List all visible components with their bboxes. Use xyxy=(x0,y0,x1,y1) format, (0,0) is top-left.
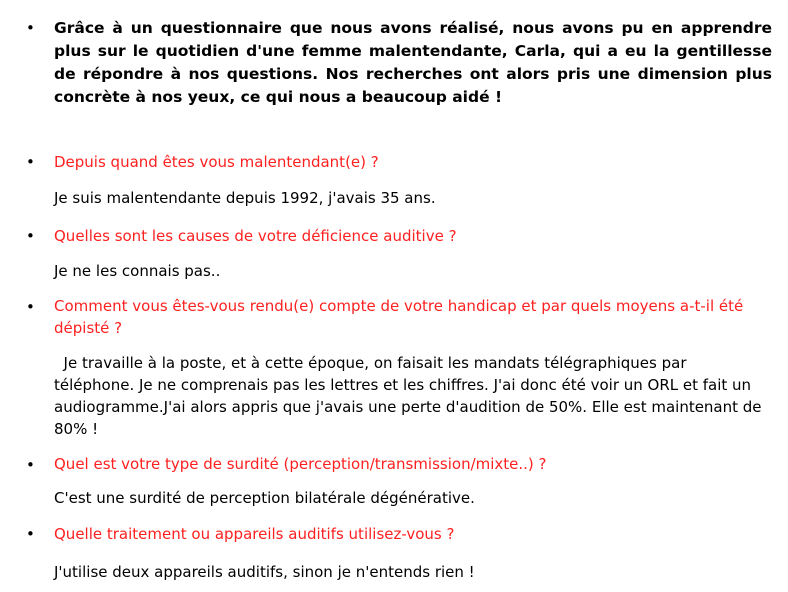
question-bullet: • xyxy=(26,227,35,245)
answer-1: Je suis malentendante depuis 1992, j'avais 35 ans. xyxy=(54,189,436,207)
answer-3: Je travaille à la poste, et à cette époque, on faisait les mandats télégraphiques par téléphone. Je ne comprenais pas les lettres et les chiffres. J'ai donc été voir un ORL et fait un audiogramme.J'ai alors appris que j'avais une perte d'audition de 50%. Elle est maintenant de 80% ! xyxy=(54,354,767,438)
intro-bullet: • xyxy=(26,19,35,37)
question-bullet: • xyxy=(26,456,35,474)
question-2: Quelles sont les causes de votre déficience auditive ? xyxy=(54,227,457,245)
question-bullet: • xyxy=(26,525,35,543)
answer-5: J'utilise deux appareils auditifs, sinon je n'entends rien ! xyxy=(54,563,475,581)
question-4: Quel est votre type de surdité (perception/transmission/mixte..) ? xyxy=(54,455,547,473)
answer-2: Je ne les connais pas.. xyxy=(54,262,221,280)
question-3: Comment vous êtes-vous rendu(e) compte de votre handicap et par quels moyens a-t-il été dépisté ? xyxy=(54,297,744,337)
answer-4: C'est une surdité de perception bilatérale dégénérative. xyxy=(54,489,475,507)
question-5: Quelle traitement ou appareils auditifs utilisez-vous ? xyxy=(54,525,455,543)
question-1: Depuis quand êtes vous malentendant(e) ? xyxy=(54,153,379,171)
intro-paragraph: Grâce à un questionnaire que nous avons réalisé, nous avons pu en apprendre plus sur le quotidien d'une femme malentendante, Carla, qui a eu la gentillesse de répondre à nos questions. Nos recherches ont alors pris une dimension plus concrète à nos yeux, ce qui nous a beaucoup aidé ! xyxy=(54,19,772,106)
question-bullet: • xyxy=(26,298,35,316)
question-bullet: • xyxy=(26,153,35,171)
